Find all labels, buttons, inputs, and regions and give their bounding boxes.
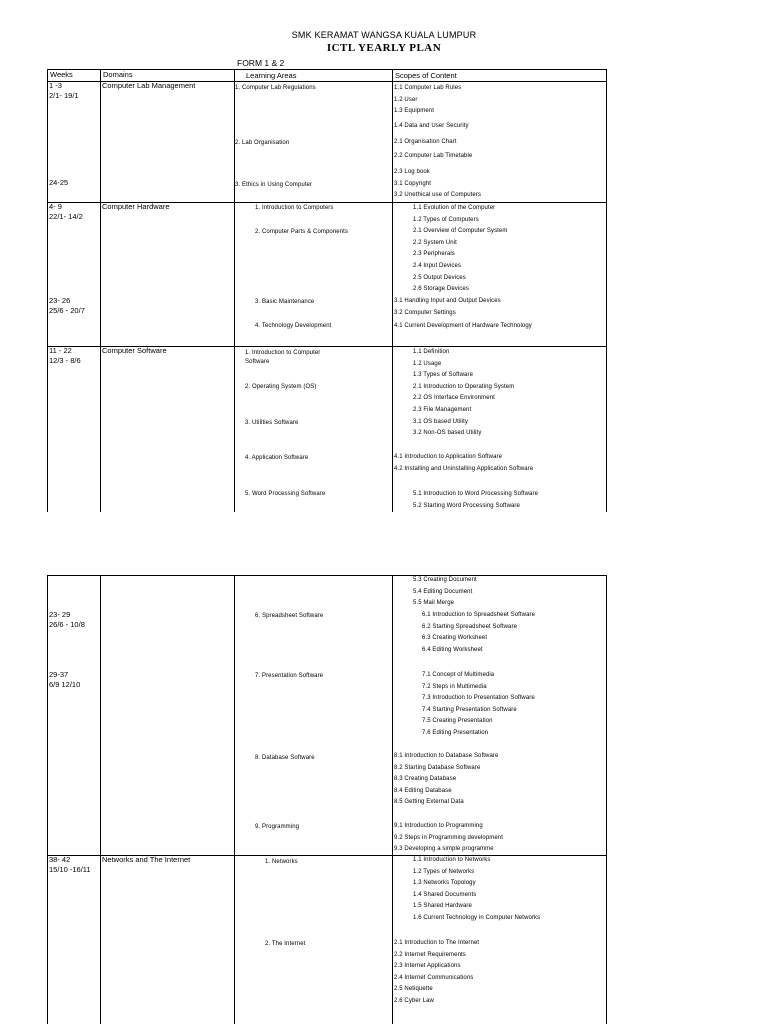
- scope-item: 3.2 Non-OS based Utility: [413, 430, 482, 437]
- form-label: FORM 1 & 2: [237, 58, 285, 68]
- scope-item: 7.2 Steps in Multimedia: [422, 683, 487, 690]
- scope-item: 2.1 Organisation Chart: [394, 139, 457, 145]
- column-divider: [47, 69, 48, 512]
- weeks-cell: 24-25: [49, 178, 69, 187]
- learning-area-cell: 5. Word Processing Software: [245, 491, 326, 497]
- scope-item: 8.1 Introduction to Database Software: [394, 753, 499, 759]
- learning-area-cell: 1. Introduction to Computer: [245, 350, 321, 356]
- learning-area-cell: 2. Computer Parts & Components: [255, 229, 349, 235]
- scope-item: 8.5 Getting External Data: [394, 799, 464, 806]
- scope-item: 2.3 Peripherals: [413, 251, 455, 258]
- scope-item: 2.6 Cyber Law: [394, 998, 434, 1004]
- scope-item: 1.4 Shared Documents: [413, 891, 477, 898]
- column-divider: [234, 69, 235, 512]
- scope-item: 3.1 OS based Utility: [413, 418, 469, 425]
- weeks-cell: 6/9 12/10: [49, 680, 81, 689]
- domain-cell: Computer Lab Management: [102, 81, 196, 90]
- scope-item: 1.2 Usage: [413, 360, 442, 367]
- scope-item: 1.2 Types of Networks: [413, 868, 475, 875]
- learning-area-cell: 7. Presentation Software: [255, 673, 324, 679]
- scope-item: 2.5 Output Devices: [413, 274, 466, 281]
- scope-item: 1.1 Introduction to Networks: [413, 857, 491, 863]
- scope-item: 2.3 Internet Applications: [394, 963, 461, 970]
- weeks-cell: 29-37: [49, 670, 69, 679]
- learning-area-cell: 1. Networks: [265, 859, 298, 865]
- learning-area-cell: 4. Application Software: [245, 455, 309, 461]
- scope-item: 5.3 Creating Document: [413, 577, 477, 583]
- learning-area-cell: Software: [245, 359, 270, 365]
- scope-item: 2.4 Input Devices: [413, 263, 462, 269]
- column-divider: [234, 575, 235, 1024]
- column-header-domains: Domains: [103, 70, 133, 79]
- column-divider: [47, 575, 48, 1024]
- school-name: SMK KERAMAT WANGSA KUALA LUMPUR: [291, 30, 477, 40]
- weeks-cell: 25/6 - 20/7: [49, 306, 85, 315]
- column-header-weeks: Weeks: [50, 70, 73, 79]
- weeks-cell: 23- 26: [49, 296, 71, 305]
- scope-item: 2.5 Netiquette: [394, 986, 433, 993]
- scope-item: 2.6 Storage Devices: [413, 286, 469, 293]
- learning-area-cell: 2. Lab Organisation: [235, 140, 290, 146]
- learning-area-cell: 8. Database Software: [255, 755, 315, 761]
- scope-item: 6.4 Editing Worksheet: [422, 646, 483, 653]
- scope-item: 7.5 Creating Presentation: [422, 718, 493, 725]
- scope-item: 2.1 Introduction to The Internet: [394, 940, 480, 946]
- scope-item: 7.1 Concept of Multimedia: [422, 672, 495, 678]
- scope-item: 2.1 Overview of Computer System: [413, 228, 508, 235]
- learning-area-cell: 3. Basic Maintenance: [255, 299, 315, 305]
- learning-area-cell: 2. Operating System (OS): [245, 384, 317, 390]
- plan-table-2: [47, 575, 607, 1024]
- weeks-cell: 11 - 22: [49, 346, 72, 355]
- weeks-cell: 15/10 -16/11: [49, 865, 91, 874]
- scope-item: 7.6 Editing Presentation: [422, 730, 489, 736]
- learning-area-cell: 2. The Internet: [265, 941, 306, 947]
- scope-item: 1.2 Types of Computers: [413, 216, 479, 223]
- column-header-scopes: Scopes of Content: [395, 71, 457, 80]
- weeks-cell: 12/3 - 8/6: [49, 356, 81, 365]
- weeks-cell: 4- 9: [49, 202, 62, 211]
- scope-item: 1.3 Networks Topology: [413, 880, 476, 887]
- scope-item: 4.1 Introduction to Application Software: [394, 454, 503, 460]
- scope-item: 9.3 Developing a simple programme: [394, 846, 494, 853]
- domain-cell: Computer Hardware: [102, 202, 170, 211]
- scope-item: 5.1 Introduction to Word Processing Software: [413, 491, 539, 497]
- column-header-learning-areas: Learning Areas: [246, 71, 297, 80]
- weeks-cell: 26/6 - 10/8: [49, 620, 85, 629]
- learning-area-cell: 9. Programming: [255, 824, 300, 830]
- weeks-cell: 2/1- 19/1: [49, 91, 79, 100]
- scope-item: 2.2 System Unit: [413, 239, 457, 246]
- scope-item: 2.1 Introduction to Operating System: [413, 383, 515, 390]
- learning-area-cell: 3. Utilities Software: [245, 420, 299, 426]
- column-divider: [100, 69, 101, 512]
- scope-item: 5.4 Editing Document: [413, 588, 473, 595]
- scope-item: 6.2 Starting Spreadsheet Software: [422, 623, 518, 630]
- scope-item: 1.3 Equipment: [394, 108, 434, 115]
- learning-area-cell: 1. Computer Lab Regulations: [235, 85, 316, 91]
- scope-item: 6.3 Creating Worksheet: [422, 635, 488, 642]
- scope-item: 3.1 Handling Input and Output Devices: [394, 298, 501, 304]
- scope-item: 2.3 Log book: [394, 169, 430, 175]
- page-title: ICTL YEARLY PLAN: [326, 42, 442, 54]
- weeks-cell: 38- 42: [49, 855, 71, 864]
- scope-item: 5.2 Starting Word Processing Software: [413, 502, 520, 509]
- scope-item: 2.4 Internet Communications: [394, 974, 474, 981]
- scope-item: 1.5 Shared Hardware: [413, 903, 472, 910]
- domain-cell: Computer Software: [102, 346, 167, 355]
- column-divider: [392, 69, 393, 512]
- scope-item: 8.4 Editing Database: [394, 787, 452, 794]
- scope-item: 1.1 Definition: [413, 349, 450, 355]
- column-divider: [392, 575, 393, 1024]
- scope-item: 1.4 Data and User Security: [394, 123, 469, 129]
- learning-area-cell: 1. Introduction to Computers: [255, 205, 334, 211]
- scope-item: 1.2 User: [394, 96, 418, 103]
- scope-item: 3.2 Unethical use of Computers: [394, 192, 482, 199]
- learning-area-cell: 6. Spreadsheet Software: [255, 613, 324, 619]
- scope-item: 3.2 Computer Settings: [394, 309, 456, 316]
- scope-item: 4.2 Installing and Uninstalling Application Software: [394, 465, 534, 472]
- scope-item: 8.3 Creating Database: [394, 776, 457, 783]
- scope-item: 1.1 Computer Lab Rules: [394, 85, 462, 91]
- table-border-top: [47, 575, 607, 576]
- scope-item: 8.2 Starting Database Software: [394, 764, 481, 771]
- scope-item: 2.2 Internet Requirements: [394, 951, 466, 958]
- plan-table-1: [47, 69, 607, 512]
- scope-item: 2.2 OS Interface Environment: [413, 395, 495, 402]
- scope-item: 9.1 Introduction to Programming: [394, 823, 483, 829]
- scope-item: 1.3 Types of Software: [413, 372, 474, 379]
- learning-area-cell: 3. Ethics in Using Computer: [235, 182, 313, 188]
- scope-item: 5.5 Mail Merge: [413, 600, 455, 607]
- weeks-cell: 22/1- 14/2: [49, 212, 83, 221]
- scope-item: 7.4 Starting Presentation Software: [422, 706, 517, 713]
- scope-item: 3.1 Copyright: [394, 180, 431, 187]
- scope-item: 2.3 File Management: [413, 407, 472, 413]
- scope-item: 7.3 Introduction to Presentation Software: [422, 695, 535, 702]
- column-divider: [100, 575, 101, 1024]
- scope-item: 6.1 Introduction to Spreadsheet Software: [422, 612, 536, 618]
- column-divider: [606, 575, 607, 1024]
- column-divider: [606, 69, 607, 512]
- scope-item: 1.6 Current Technology in Computer Networks: [413, 915, 541, 921]
- scope-item: 2.2 Computer Lab Timetable: [394, 153, 473, 159]
- learning-area-cell: 4. Technology Development: [255, 323, 332, 329]
- weeks-cell: 23- 29: [49, 610, 71, 619]
- weeks-cell: 1 -3: [49, 81, 62, 90]
- scope-item: 9.2 Steps in Programming development: [394, 834, 503, 841]
- scope-item: 1.1 Evolution of the Computer: [413, 205, 496, 211]
- scope-item: 4.1 Current Development of Hardware Technology: [394, 323, 532, 329]
- domain-cell: Networks and The Internet: [102, 855, 191, 864]
